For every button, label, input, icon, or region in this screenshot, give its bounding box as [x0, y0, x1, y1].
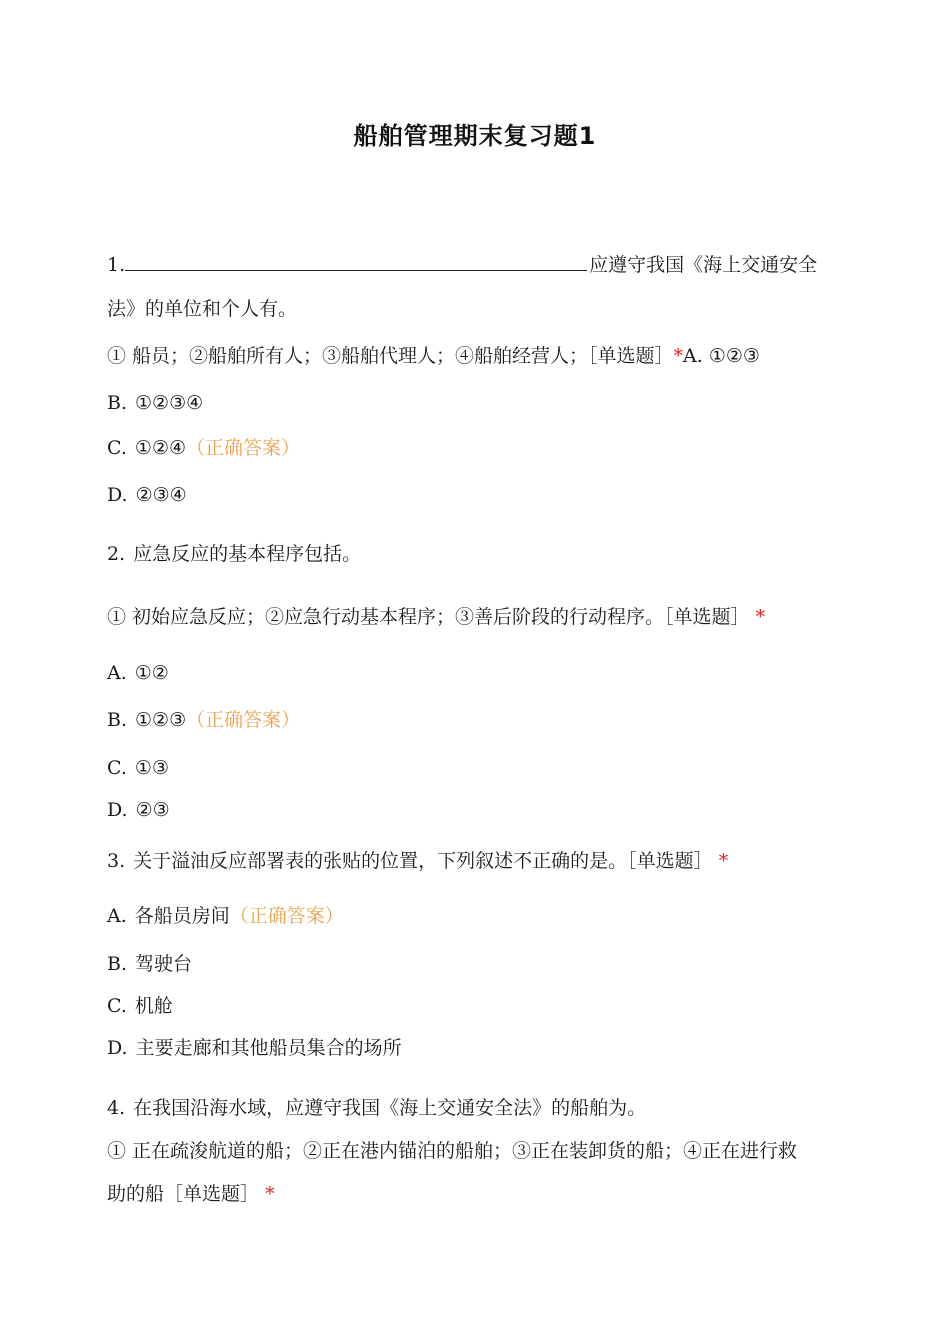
question-3-option-b: [107, 952, 192, 976]
question-1-option-c: [107, 436, 300, 460]
required-mark: *: [673, 345, 684, 367]
question-number: 4.: [107, 1097, 126, 1119]
question-stem: 在我国沿海水域，应遵守我国《海上交通安全法》的船舶为。: [133, 1097, 647, 1119]
option-text: ①②④: [134, 437, 187, 459]
option-letter: C.: [107, 757, 127, 779]
question-4-items-line2: [107, 1182, 275, 1206]
question-1-stem-line2: 法》的单位和个人有。: [107, 298, 298, 320]
option-letter: A.: [107, 905, 127, 927]
question-3-option-a: [107, 904, 344, 928]
option-text: 主要走廊和其他船员集合的场所: [135, 1037, 402, 1059]
correct-answer-label: （正确答案）: [229, 905, 344, 927]
question-items: 助的船［单选题］: [107, 1183, 260, 1205]
question-4-items-line1: ① 正在疏浚航道的船；②正在港内锚泊的船舶；③正在装卸货的船；④正在进行救: [107, 1140, 798, 1162]
question-1-items: [107, 344, 760, 368]
question-stem: 应遵守我国《海上交通安全: [589, 254, 818, 276]
document-title: 船舶管理期末复习题1: [353, 122, 597, 150]
question-items: ① 初始应急反应；②应急行动基本程序；③善后阶段的行动程序。［单选题］: [107, 606, 750, 628]
option-a-inline: A. ①②③: [683, 345, 760, 367]
question-2-option-d: [107, 798, 170, 822]
question-3-option-d: [107, 1036, 402, 1060]
option-text: 各船员房间: [134, 905, 230, 927]
question-stem: 关于溢油反应部署表的张贴的位置，下列叙述不正确的是。［单选题］: [133, 850, 713, 872]
option-letter: D.: [107, 799, 128, 821]
required-mark: *: [755, 606, 766, 628]
question-items: ① 船员；②船舶所有人；③船舶代理人；④船舶经营人；［单选题］: [107, 345, 674, 367]
option-letter: B.: [107, 953, 128, 975]
correct-answer-label: （正确答案）: [186, 437, 301, 459]
question-number: 1.: [107, 254, 126, 276]
question-3-stem: [107, 849, 728, 873]
fill-blank: [125, 252, 587, 271]
option-letter: D.: [107, 1037, 128, 1059]
option-text: 驾驶台: [135, 953, 193, 975]
option-letter: B.: [107, 709, 128, 731]
required-mark: *: [718, 850, 729, 872]
option-text: 机舱: [134, 995, 173, 1017]
required-mark: *: [265, 1183, 275, 1205]
option-letter: D.: [107, 484, 128, 506]
correct-answer-label: （正确答案）: [186, 709, 301, 731]
option-text: ①②③: [135, 709, 187, 731]
question-2-items: [107, 605, 765, 629]
question-2-option-b: [107, 708, 300, 732]
option-text: ①②: [134, 662, 169, 684]
question-stem: 应急反应的基本程序包括。: [133, 543, 362, 565]
question-1-option-d: [107, 483, 187, 507]
option-text: ①②③④: [135, 392, 204, 414]
option-letter: A.: [107, 662, 127, 684]
option-text: ①③: [134, 757, 169, 779]
option-letter: C.: [107, 437, 127, 459]
question-1-stem: [107, 252, 817, 277]
question-2-stem: [107, 542, 361, 566]
question-1-option-b: [107, 391, 203, 415]
question-2-option-c: [107, 756, 169, 780]
question-number: 3.: [107, 850, 126, 872]
question-3-option-c: [107, 994, 173, 1018]
option-letter: B.: [107, 392, 128, 414]
question-number: 2.: [107, 543, 126, 565]
option-text: ②③④: [135, 484, 187, 506]
option-text: ②③: [135, 799, 170, 821]
option-letter: C.: [107, 995, 127, 1017]
question-2-option-a: [107, 661, 169, 685]
question-4-stem: [107, 1096, 646, 1120]
